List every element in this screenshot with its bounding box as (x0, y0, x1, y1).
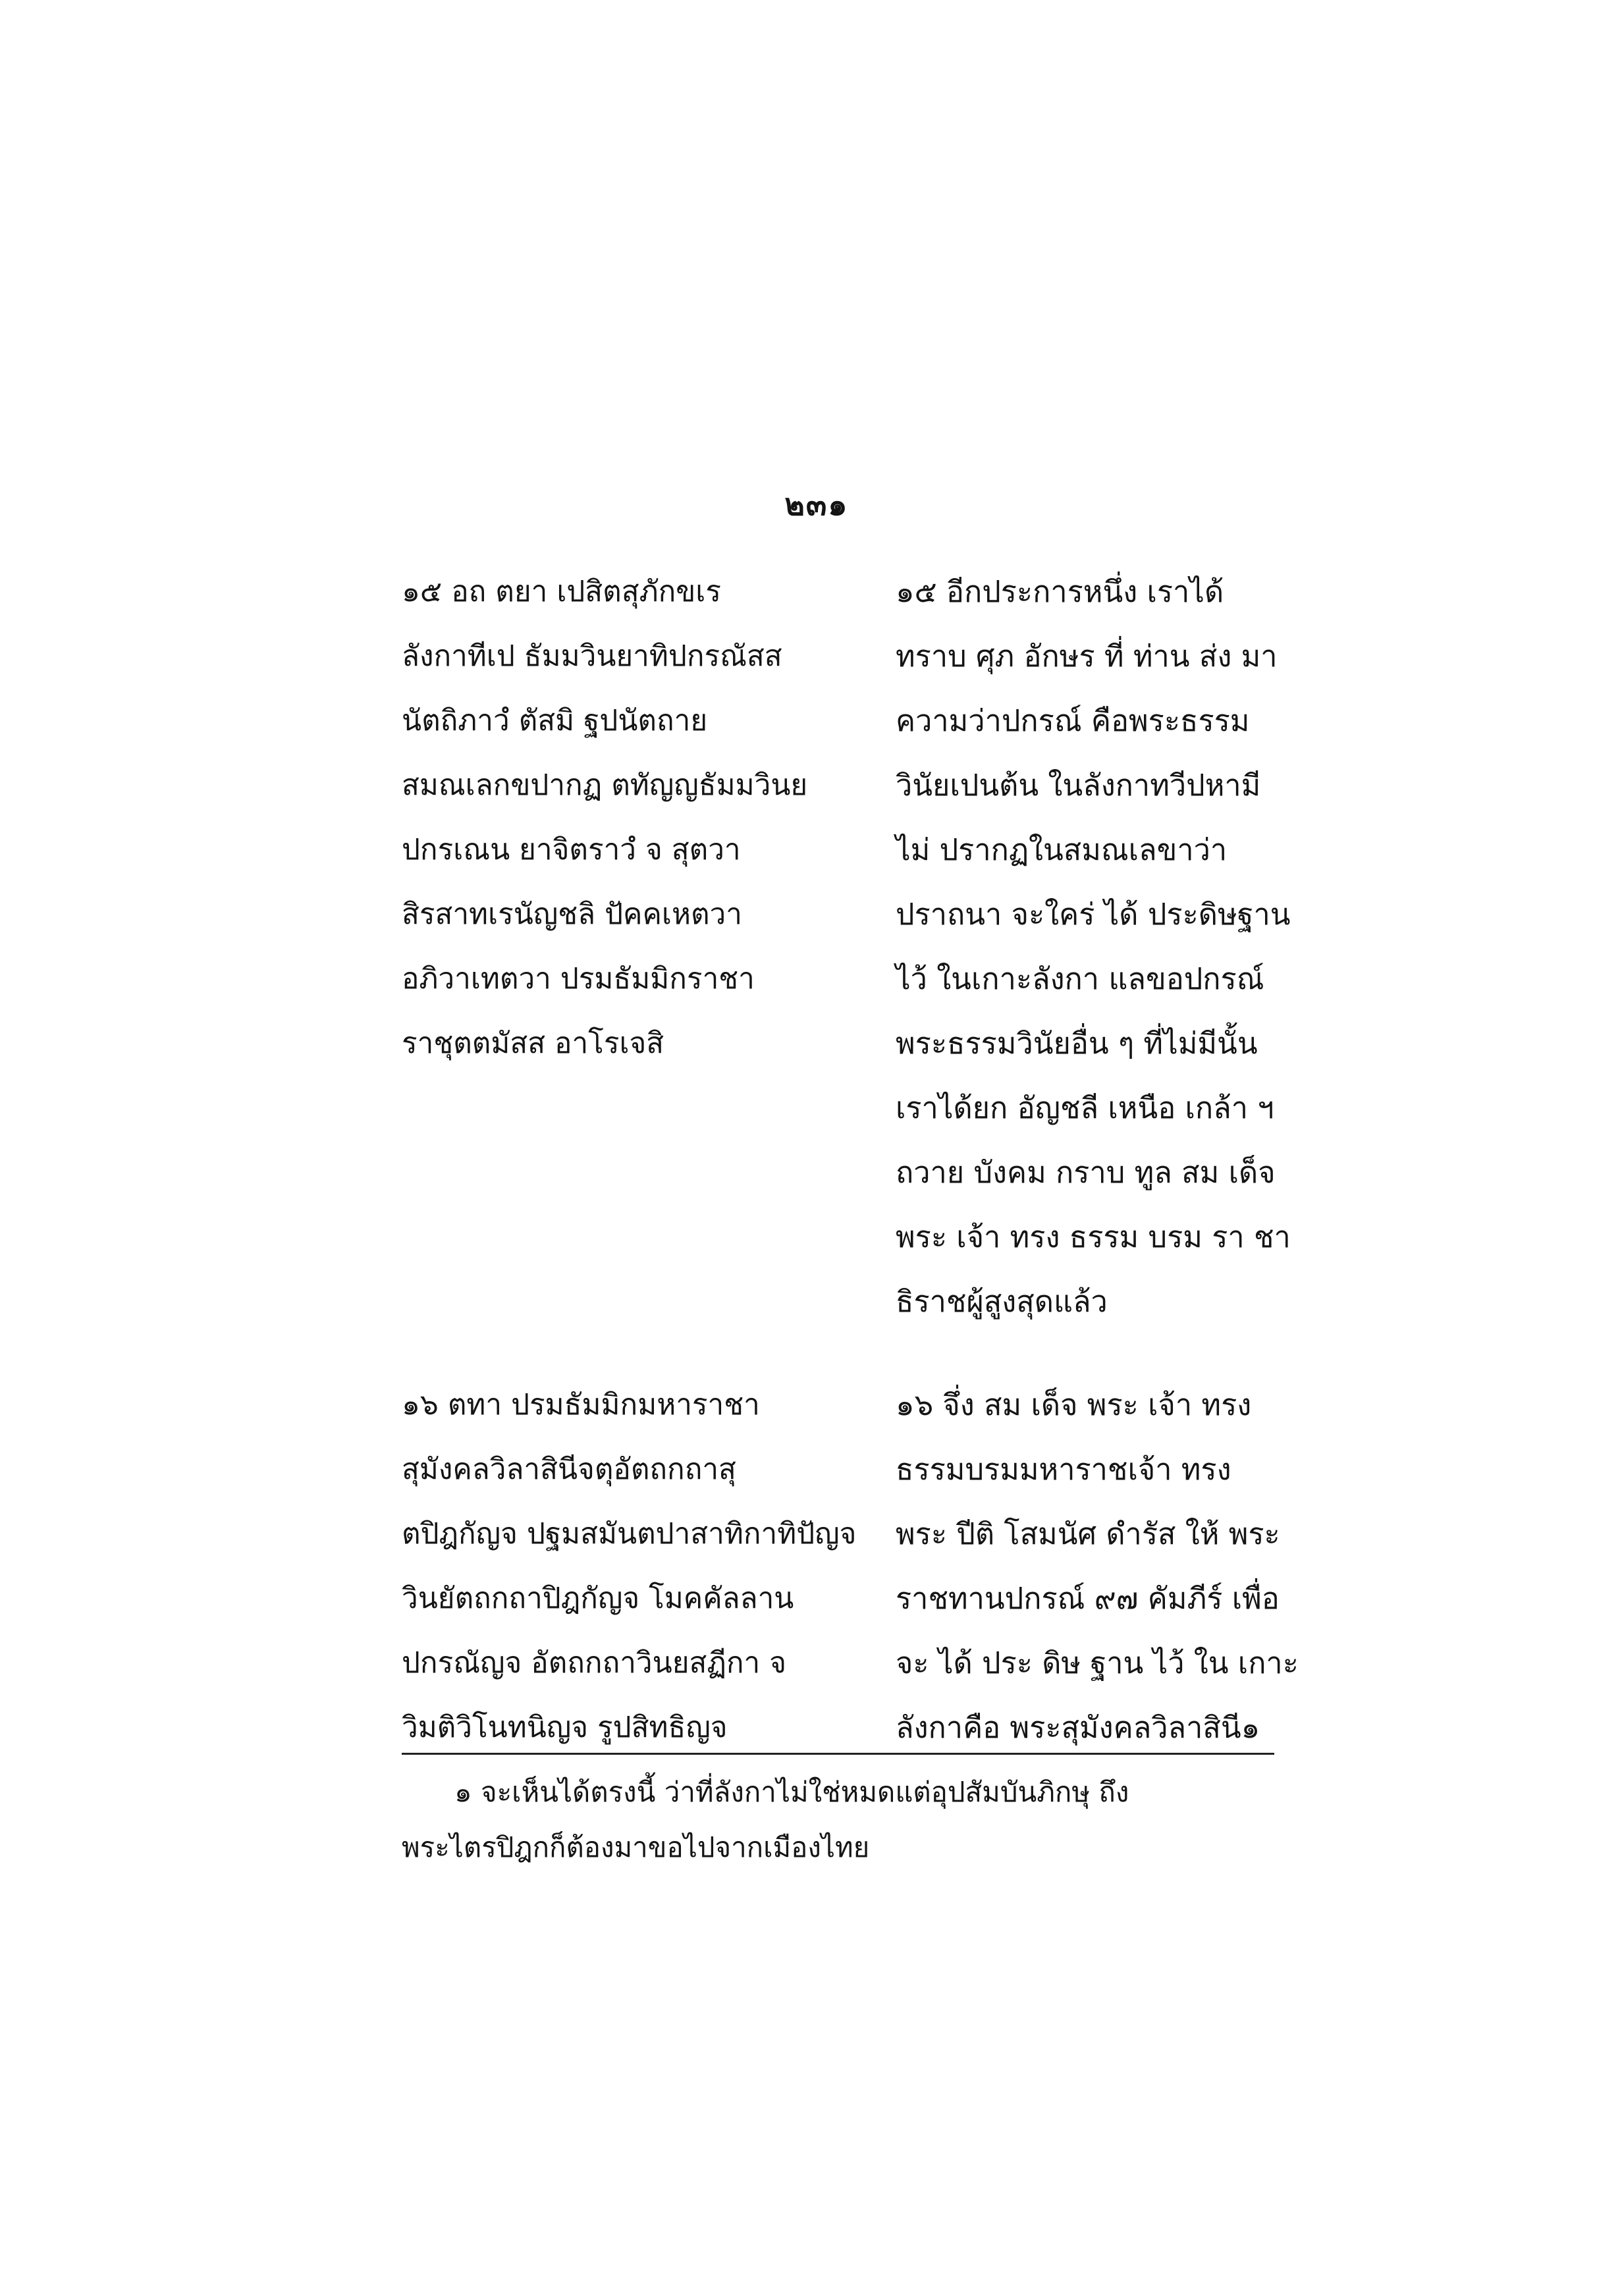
pali-line: ตปิฎกัญจ ปฐมสมันตปาสาทิกาทิปัญจ (402, 1517, 857, 1551)
thai-line: ลังกาคือ พระสุมังคลวิลาสินี๑ (896, 1710, 1260, 1745)
footnote-block (402, 1765, 1274, 1875)
pali-line: วิมติวิโนทนิญจ รูปสิทธิญจ (402, 1711, 728, 1744)
thai-line: พระธรรมวินัยอื่น ๆ ที่ไม่มีนั้น (896, 1026, 1258, 1061)
pali-line: อภิวาเทตวา ปรมธัมมิกราชา (402, 962, 755, 996)
section-15-thai-column (896, 560, 1291, 1334)
pali-line: นัตถิภาวํ ตัสมิ ฐปนัตถาย (402, 704, 708, 737)
thai-line: ปราถนา จะใคร่ ได้ ประดิษฐาน (896, 897, 1291, 932)
thai-line: เราได้ยก อัญชลี เหนือ เกล้า ฯ (896, 1090, 1274, 1125)
pali-line: ลังกาทีเป ธัมมวินยาทิปกรณัสส (402, 639, 782, 673)
thai-line: ๑๕ อีกประการหนึ่ง เราได้ (896, 574, 1224, 609)
section-16-thai-column (896, 1373, 1299, 1760)
pali-line: ปกรเณน ยาจิตราวํ จ สุตวา (402, 833, 741, 867)
thai-line: ราชทานปกรณ์ ๙๗ คัมภีร์ เพื่อ (896, 1581, 1280, 1616)
thai-line: ไม่ ปรากฏในสมณเลขาว่า (896, 832, 1228, 867)
footnote-divider (402, 1753, 1274, 1755)
pali-line: ๑๖ ตทา ปรมธัมมิกมหาราชา (402, 1388, 760, 1422)
section-16-pali-column (402, 1373, 863, 1760)
thai-line: วินัยเปนต้น ในลังกาทวีปหามี (896, 768, 1261, 803)
thai-line: จะ ได้ ประ ดิษ ฐาน ไว้ ใน เกาะ (896, 1645, 1299, 1680)
pali-line: สุมังคลวิลาสินีจตุอัตถกถาสุ (402, 1453, 736, 1486)
thai-line: ทราบ ศุภ อักษร ที่ ท่าน ส่ง มา (896, 639, 1278, 674)
thai-line: พระ เจ้า ทรง ธรรม บรม รา ชา (896, 1219, 1291, 1254)
pali-line: สิรสาทเรนัญชลิ ปัคคเหตวา (402, 897, 742, 931)
pali-line: สมณเลกขปากฏ ตทัญญธัมมวินย (402, 768, 808, 802)
footnote-line: ๑ จะเห็นได้ตรงนี้ ว่าที่ลังกาไม่ใช่หมดแต่อุปสัมบันภิกษุ ถึง (454, 1776, 1129, 1808)
thai-line: พระ ปีติ โสมนัศ ดำรัส ให้ พระ (896, 1516, 1280, 1551)
pali-line: ๑๕ อถ ตยา เปสิตสุภักขเร (402, 575, 721, 608)
thai-line: ธรรมบรมมหาราชเจ้า ทรง (896, 1452, 1231, 1487)
thai-line: ไว้ ในเกาะลังกา แลขอปกรณ์ (896, 961, 1264, 996)
thai-line: ธิราชผู้สูงสุดแล้ว (896, 1284, 1108, 1319)
page-number: ๒๓๑ (784, 487, 849, 522)
pali-line: ราชุตตมัสส อาโรเจสิ (402, 1027, 664, 1060)
pali-line: ปกรณัญจ อัตถกถาวินยสฏีกา จ (402, 1646, 786, 1680)
thai-line: ถวาย บังคม กราบ ทูล สม เด็จ (896, 1155, 1276, 1190)
section-15-pali-column (402, 560, 863, 1076)
pali-line: วินยัตถกถาปิฎกัญจ โมคคัลลาน (402, 1582, 794, 1615)
footnote-line: พระไตรปิฎกก็ต้องมาขอไปจากเมืองไทย (402, 1831, 870, 1863)
thai-line: ๑๖ จึ่ง สม เด็จ พระ เจ้า ทรง (896, 1387, 1252, 1422)
thai-line: ความว่าปกรณ์ คือพระธรรม (896, 703, 1250, 738)
